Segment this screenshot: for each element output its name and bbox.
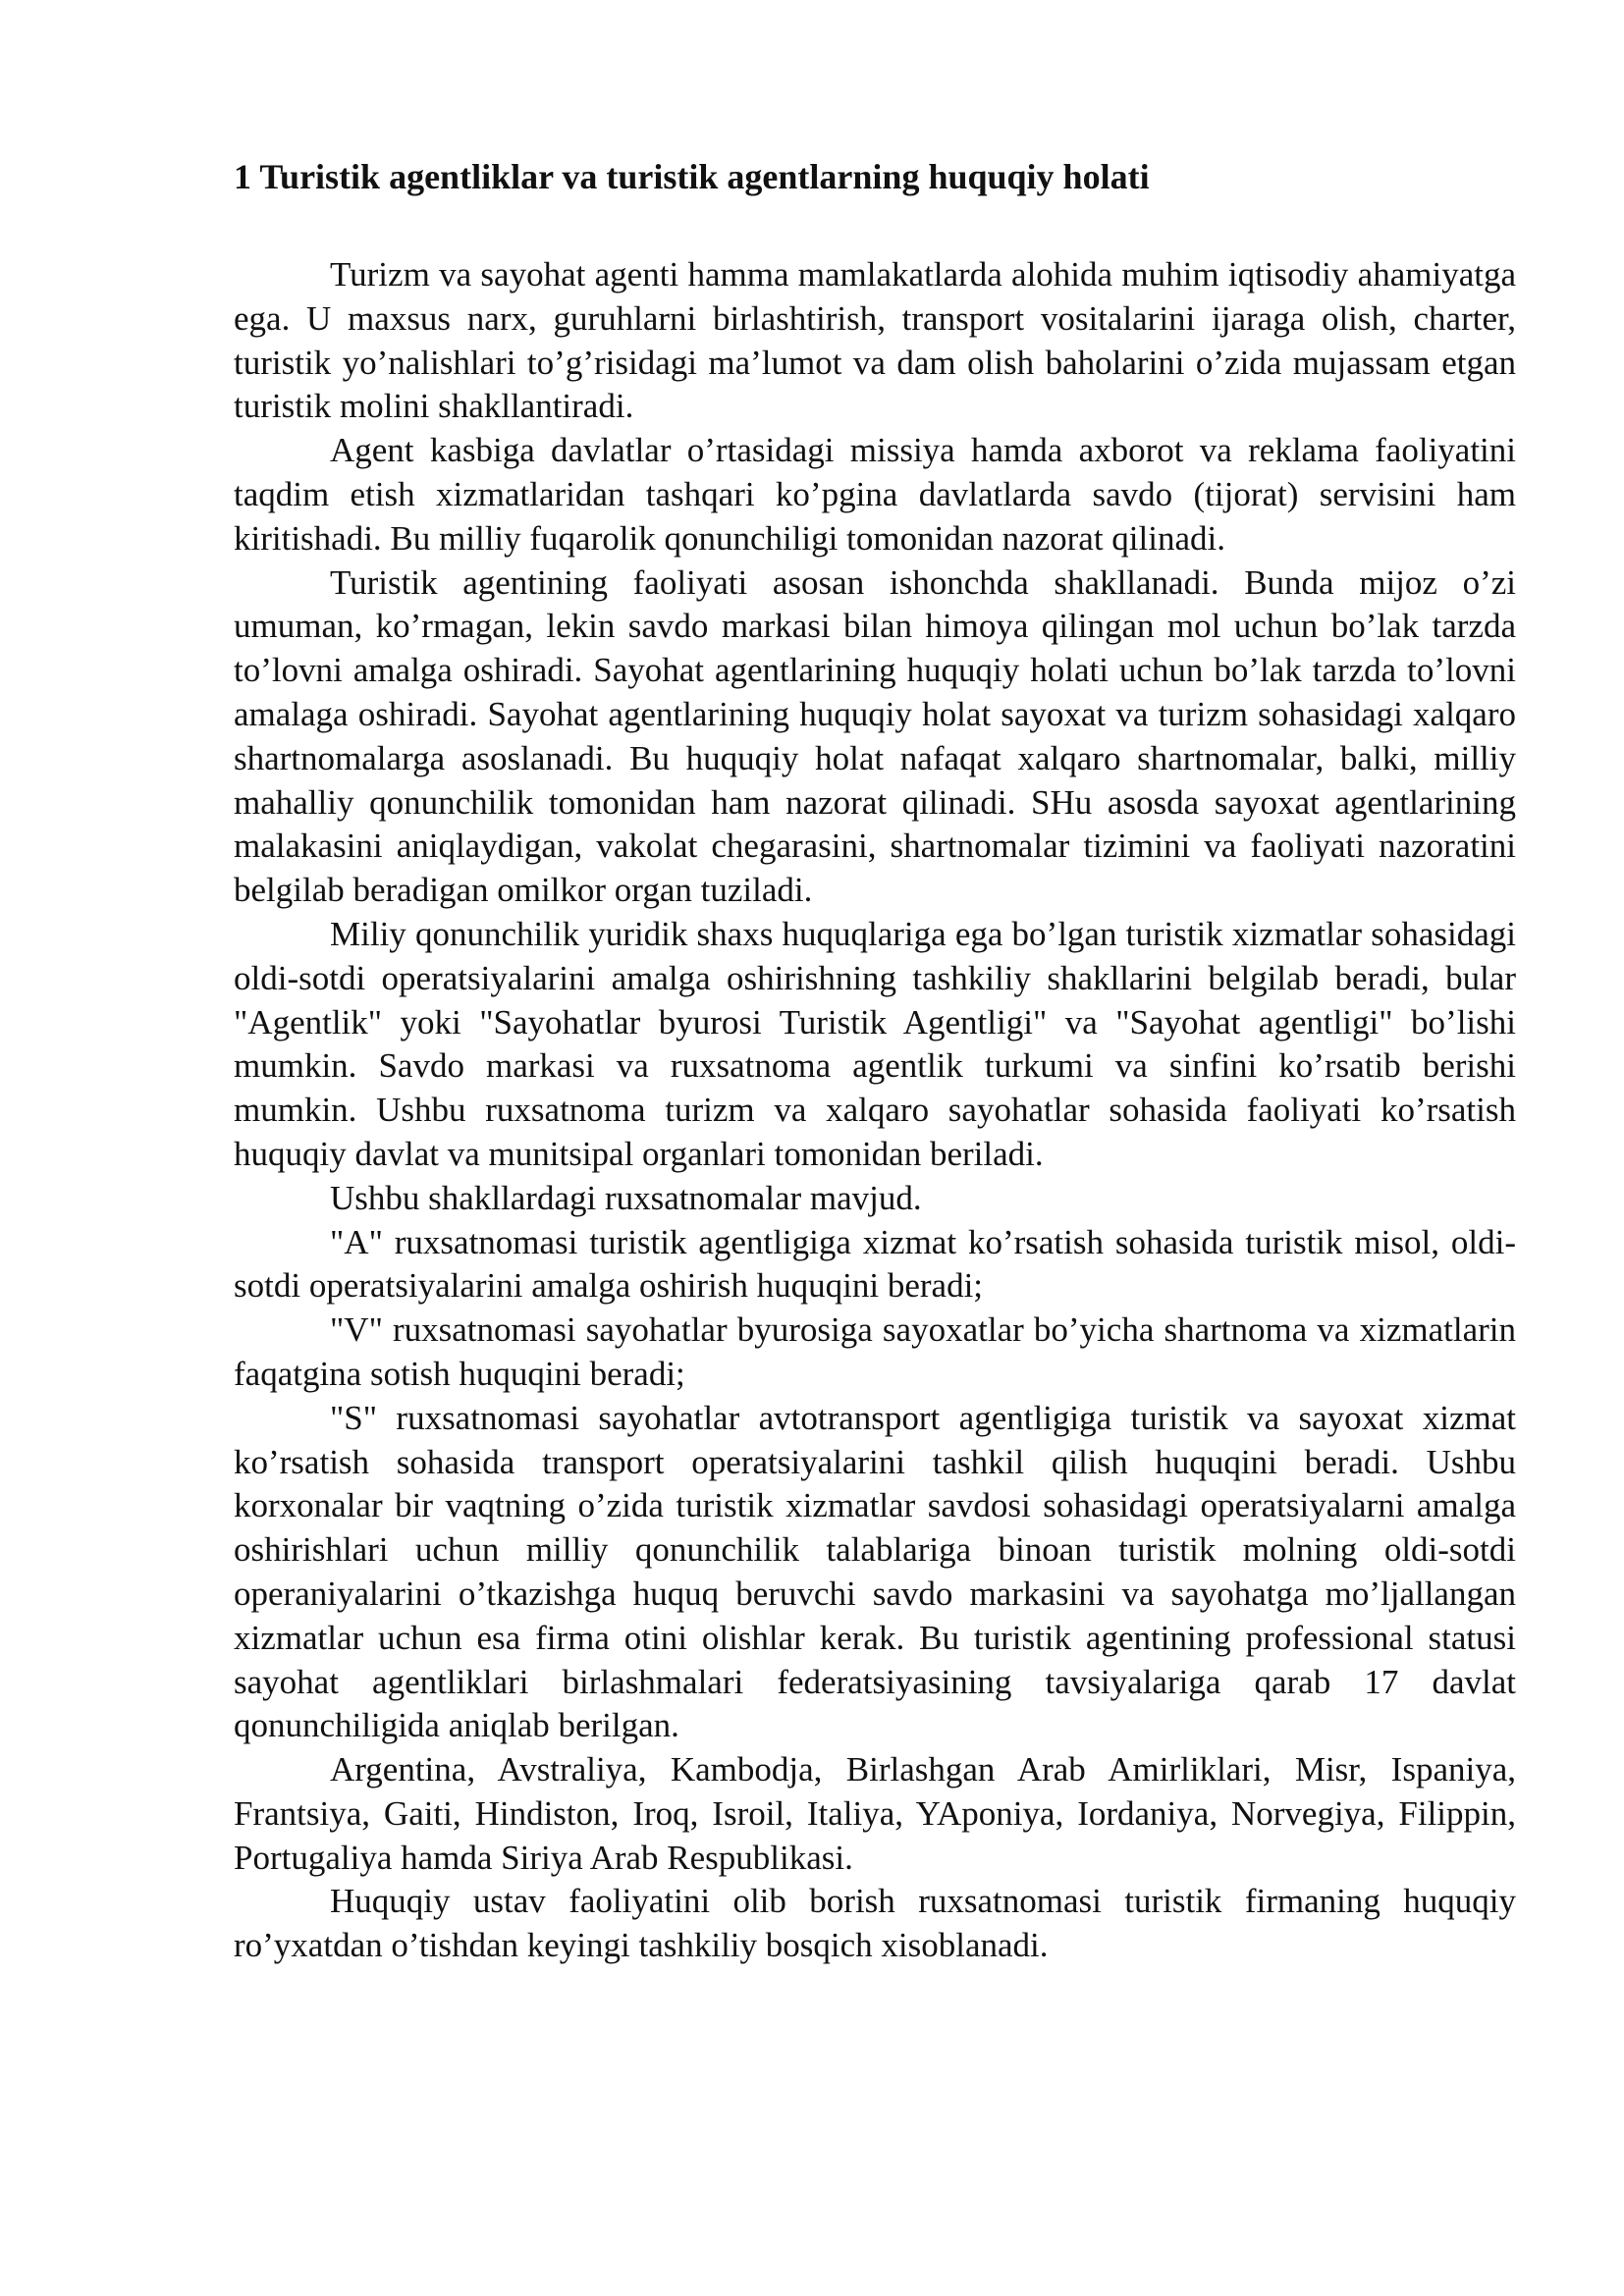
paragraph: "A" ruxsatnomasi turistik agentligiga xizmat ko’rsatish sohasida turistik misol, oldi-sotdi operatsiyalarini amalga oshirish huquqini beradi; [234, 1222, 1516, 1306]
paragraph: Argentina, Avstraliya, Kambodja, Birlashgan Arab Amirliklari, Misr, Ispaniya, Frantsiya, Gaiti, Hindiston, Iroq, Isroil, Italiya, YAponiya, Iordaniya, Norvegiya, Filippin, Portugaliya hamda Siriya Arab Respublikasi. [234, 1750, 1516, 1877]
document-page [234, 155, 1516, 1968]
paragraph: "S" ruxsatnomasi sayohatlar avtotransport agentligiga turistik va sayoxat xizmat ko’rsatish sohasida transport operatsiyalarini tashkil qilish huquqini beradi. Ushbu korxonalar bir vaqtning o’zida turistik xizmatlar savdosi sohasidagi operatsiyalarni amalga oshirishlari uchun milliy qonunchilik talablariga binoan turistik molning oldi-sotdi operaniyalarini o’tkazishga huquq beruvchi savdo markasini va sayohatga mo’ljallangan xizmatlar uchun esa firma otini olishlar kerak. Bu turistik agentining professional statusi sayohat agentliklari birlashmalari federatsiyasining tavsiyalariga qarab 17 davlat qonunchiligida aniqlab berilgan. [234, 1398, 1516, 1745]
paragraph: "V" ruxsatnomasi sayohatlar byurosiga sayoxatlar bo’yicha shartnoma va xizmatlarin faqatgina sotish huquqini beradi; [234, 1310, 1516, 1393]
paragraph: Miliy qonunchilik yuridik shaxs huquqlariga ega bo’lgan turistik xizmatlar sohasidagi oldi-sotdi operatsiyalarini amalga oshirishning tashkiliy shakllarini belgilab beradi, bular "Agentlik" yoki "Sayohatlar byurosi Turistik Agentligi" va "Sayohat agentligi" bo’lishi mumkin. Savdo markasi va ruxsatnoma agentlik turkumi va sinfini ko’rsatib berishi mumkin. Ushbu ruxsatnoma turizm va xalqaro sayohatlar sohasida faoliyati ko’rsatish huquqiy davlat va munitsipal organlari tomonidan beriladi. [234, 914, 1516, 1173]
paragraph: Turistik agentining faoliyati asosan ishonchda shakllanadi. Bunda mijoz o’zi umuman, ko’rmagan, lekin savdo markasi bilan himoya qilingan mol uchun bo’lak tarzda to’lovni amalga oshiradi. Sayohat agentlarining huquqiy holati uchun bo’lak tarzda to’lovni amalaga oshiradi. Sayohat agentlarining huquqiy holat sayoxat va turizm sohasidagi xalqaro shartnomalarga asoslanadi. Bu huquqiy holat nafaqat xalqaro shartnomalar, balki, milliy mahalliy qonunchilik tomonidan ham nazorat qilinadi. SHu asosda sayoxat agentlarining malakasini aniqlaydigan, vakolat chegarasini, shartnomalar tizimini va faoliyati nazoratini belgilab beradigan omilkor organ tuziladi. [234, 562, 1516, 910]
paragraph: Turizm va sayohat agenti hamma mamlakatlarda alohida muhim iqtisodiy ahamiyatga ega. U maxsus narx, guruhlarni birlashtirish, transport vositalarini ijaraga olish, charter, turistik yo’nalishlari to’g’risidagi ma’lumot va dam olish baholarini o’zida mujassam etgan turistik molini shakllantiradi. [234, 255, 1516, 426]
paragraph: Ushbu shakllardagi ruxsatnomalar mavjud. [330, 1178, 922, 1217]
paragraph: Agent kasbiga davlatlar o’rtasidagi missiya hamda axborot va reklama faoliyatini taqdim etish xizmatlaridan tashqari ko’pgina davlatlarda savdo (tijorat) servisini ham kiritishadi. Bu milliy fuqarolik qonunchiligi tomonidan nazorat qilinadi. [234, 431, 1516, 558]
paragraph: Huquqiy ustav faoliyatini olib borish ruxsatnomasi turistik firmaning huquqiy ro’yxatdan o’tishdan keyingi tashkiliy bosqich xisoblanadi. [234, 1882, 1516, 1965]
section-heading: 1 Turistik agentliklar va turistik agentlarning huquqiy holati [234, 157, 1150, 196]
